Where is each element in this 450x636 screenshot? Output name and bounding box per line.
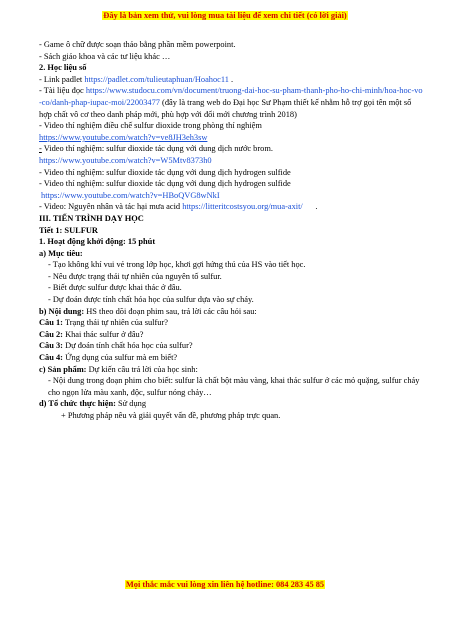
question-3-label: Câu 3: — [39, 341, 63, 351]
question-1 — [39, 317, 425, 329]
objective-3: - Biết được sulfur được khai thác ở đâu. — [48, 283, 182, 293]
question-2 — [39, 329, 425, 341]
product-line — [39, 364, 425, 376]
padlet-prefix: - Link padlet — [39, 74, 85, 84]
textbook-line: - Sách giáo khoa và các tư liệu khác … — [39, 51, 171, 61]
question-1-text: Trạng thái tự nhiên của sulfur? — [62, 318, 168, 328]
question-4-text: Ứng dụng của sulfur mà em biết? — [62, 353, 178, 363]
content-text: HS theo dõi đoạn phim sau, trả lời các câu hỏi sau: — [84, 306, 257, 316]
objective-1: - Tạo không khí vui vẻ trong lớp học, khơi gợi hứng thú của HS vào tiết học. — [48, 260, 306, 270]
video1-link[interactable]: https://www.youtube.com/watch?v=ve8JH3eh3sw — [39, 132, 208, 142]
video5-link[interactable]: https://litteritcostsyou.org/mua-axit/ — [182, 202, 303, 212]
video5-line — [39, 201, 425, 213]
lesson-1-heading: Tiết 1: SULFUR — [39, 225, 98, 235]
video4-title: - Video thí nghiệm: sulfur dioxide tác dụng với dung dịch hydrogen sulfide — [39, 179, 291, 189]
question-1-label: Câu 1: — [39, 318, 63, 328]
question-3-text: Dự đoán tính chất hóa học của sulfur? — [62, 341, 193, 351]
video2-dash: - — [39, 144, 42, 154]
padlet-line — [39, 74, 425, 86]
digital-materials-heading: 2. Học liệu số — [39, 63, 87, 73]
preview-banner-text: Đây là bản xem thử, vui lòng mua tài liệu để xem chi tiết (có lời giải) — [103, 11, 347, 20]
organization-line — [39, 398, 425, 410]
video1-link-line — [39, 132, 425, 144]
activity-1-heading: 1. Hoạt động khởi động: 15 phút — [39, 237, 156, 247]
video4-link-line — [39, 190, 425, 202]
content-line — [39, 306, 425, 318]
video2-link[interactable]: https://www.youtube.com/watch?v=W5Mtv8373h0 — [39, 155, 212, 165]
organization-label: d) Tổ chức thực hiện: — [39, 399, 116, 409]
question-4-label: Câu 4: — [39, 353, 63, 363]
video5-suffix: . — [302, 202, 318, 212]
video4-link[interactable]: https://www.youtube.com/watch?v=HBoQVG8wNkI — [41, 190, 220, 200]
preview-banner — [0, 11, 450, 20]
question-2-label: Câu 2: — [39, 329, 63, 339]
objective-2: - Nêu được trạng thái tự nhiên của nguyên tố sulfur. — [48, 271, 222, 281]
studocu-link[interactable]: https://www.studocu.com/vn/document/truong-dai-hoc-su-pham-thanh-pho-ho-chi-minh/hoa-hoc-vo-co/danh-phap-iupac-moi/22003477 — [39, 86, 423, 107]
objectives-heading: a) Mục tiêu: — [39, 248, 83, 258]
product-label: c) Sản phẩm: — [39, 364, 87, 374]
video2-link-line — [39, 155, 425, 167]
reading-material-line — [39, 85, 425, 120]
organization-text: Sử dụng — [115, 399, 147, 409]
video1-title: - Video thí nghiệm điều chế sulfur dioxide trong phòng thí nghiệm — [39, 121, 262, 131]
video5-prefix: - Video: Nguyên nhân và tác hại mưa acid — [39, 202, 183, 212]
content-label: b) Nội dung: — [39, 306, 85, 316]
padlet-suffix: . — [228, 74, 234, 84]
video3-title: - Video thí nghiệm: sulfur dioxide tác dụng với dung dịch hydrogen sulfide — [39, 167, 291, 177]
reading-prefix: - Tài liệu đọc — [39, 86, 86, 96]
method-line: + Phương pháp nêu và giải quyết vấn đề, phương pháp trực quan. — [61, 411, 281, 420]
section-3-heading: III. TIẾN TRÌNH DẠY HỌC — [39, 213, 144, 223]
reading-suffix: (đây là trang web do Đại học Sư Phạm thiết kế nhằm hỗ trợ gọi tên một số hợp chất vô cơ theo danh pháp mới, phù hợp với đổi mới chương trình 2018) — [39, 97, 412, 119]
product-text: Dự kiến câu trả lời của học sinh: — [86, 364, 198, 374]
product-answer: - Nội dung trong đoạn phim cho biết: sulfur là chất bột màu vàng, khai thác sulfur ở các mỏ quặng, sulfur cháy cho ngọn lửa màu xanh, độc, sulfur nóng chảy… — [48, 376, 420, 397]
question-3 — [39, 340, 425, 352]
hotline-banner — [0, 580, 450, 589]
hotline-banner-text: Mọi thắc mắc vui lòng xin liên hệ hotline: 084 283 45 85 — [125, 580, 325, 589]
question-4 — [39, 352, 425, 364]
question-2-text: Khai thác sulfur ở đâu? — [62, 329, 144, 339]
game-line: - Game ô chữ được soạn thảo bằng phần mềm powerpoint. — [39, 40, 236, 49]
document-body — [39, 39, 425, 422]
video2-title-line — [39, 143, 425, 155]
objective-4: - Dự đoán được tính chất hóa học của sulfur dựa vào sự cháy. — [48, 295, 254, 305]
video2-title: Video thí nghiệm: sulfur dioxide tác dụng với dung dịch nước brom. — [41, 144, 273, 154]
padlet-link[interactable]: https://padlet.com/tulieutaphuan/Hoahoc11 — [84, 74, 229, 84]
